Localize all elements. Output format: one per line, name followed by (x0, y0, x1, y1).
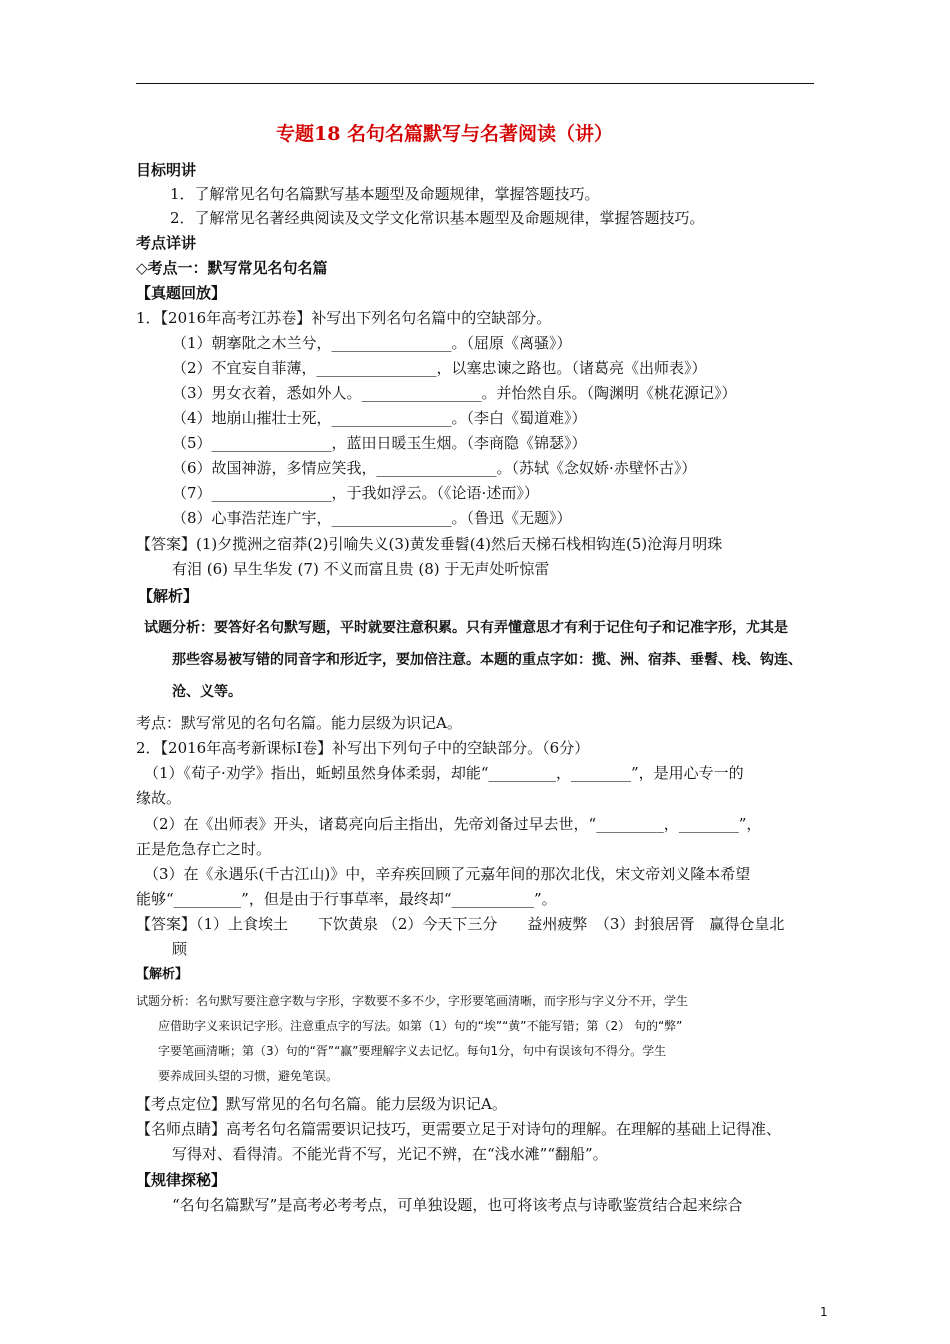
question-line: （1）《荀子·劝学》指出，蚯蚓虽然身体柔弱，却能“_________，________”，是用心专一的 (144, 764, 744, 782)
section-heading: 考点详讲 (136, 234, 197, 252)
goal-item: 2．了解常见名著经典阅读及文学文化常识基本题型及命题规律，掌握答题技巧。 (170, 209, 705, 227)
page-number: 1 (820, 1305, 828, 1319)
question-item: （3）男女衣着，悉如外人。________________。并怡然自乐。（陶渊明《桃花源记》） (172, 384, 737, 402)
question-item: （7）________________，于我如浮云。（《论语·述而》） (172, 484, 539, 502)
question-item: （6）故国神游，多情应笑我，________________。（苏轼《念奴娇·赤壁怀古》） (172, 459, 697, 477)
analysis-text: 试题分析：要答好名句默写题，平时就要注意积累。只有弄懂意思才有利于记住句子和记准字形，尤其是 (144, 620, 788, 636)
analysis-text: 要养成回头望的习惯，避免笔误。 (158, 1069, 339, 1083)
answer-text: 有泪 (6) 早生华发 (7) 不义而富且贵 (8) 于无声处听惊雷 (172, 560, 550, 578)
question-item: （5）________________，蓝田日暖玉生烟。（李商隐《锦瑟》） (172, 434, 587, 452)
question-stem: 2．【2016年高考新课标Ⅰ卷】补写出下列句子中的空缺部分。（6分） (136, 739, 590, 757)
point-heading: ◇考点一：默写常见名句名篇 (136, 259, 328, 277)
analysis-heading: 【解析】 (138, 587, 199, 605)
goals-heading: 目标明讲 (136, 161, 197, 179)
goal-item: 1．了解常见名句名篇默写基本题型及命题规律，掌握答题技巧。 (170, 185, 600, 203)
analysis-text: 应借助字义来识记字形。注意重点字的写法。如第（1）句的“埃”“黄”不能写错；第（2） 句的“弊” (158, 1019, 683, 1033)
mingshi-dianjing: 【名师点睛】高考名句名篇需要识记技巧，更需要立足于对诗句的理解。在理解的基础上记得准、 (136, 1120, 782, 1138)
question-item: （2）不宜妄自菲薄，________________，以塞忠谏之路也。（诸葛亮《出师表》） (172, 359, 707, 377)
answer-text: 【答案】（1）上食埃土 下饮黄泉 （2）今天下三分 益州疲弊 （3）封狼居胥 赢得仓皇北 (136, 915, 785, 933)
question-stem: 1．【2016年高考江苏卷】补写出下列名句名篇中的空缺部分。 (136, 309, 552, 327)
zhenti-heading: 【真题回放】 (136, 284, 227, 302)
guilv-heading: 【规律探秘】 (136, 1171, 227, 1189)
header-rule (136, 83, 814, 84)
question-line: 缘故。 (136, 789, 182, 807)
question-line: （3）在《永遇乐(千古江山)》中，辛弃疾回顾了元嘉年间的那次北伐，宋文帝刘义隆本希望 (144, 865, 751, 883)
page-title: 专题18 名句名篇默写与名著阅读（讲） (276, 123, 614, 145)
kaodian-dingwei: 【考点定位】默写常见的名句名篇。能力层级为识记A。 (136, 1095, 507, 1113)
answer-text: 顾 (172, 940, 188, 958)
question-line: 能够“_________”，但是由于行事草率，最终却“___________”。 (136, 890, 557, 908)
analysis-text: 沧、义等。 (172, 684, 242, 700)
kaodian-text: 考点：默写常见的名句名篇。能力层级为识记A。 (136, 714, 462, 732)
answer-text: 【答案】(1)夕揽洲之宿莽(2)引喻失义(3)黄发垂髫(4)然后天梯石栈相钩连(5)沧海月明珠 (136, 535, 723, 553)
analysis-text: 字要笔画清晰；第（3）句的“胥”“赢”要理解字义去记忆。每句1分，句中有误该句不得分。学生 (158, 1044, 667, 1058)
question-item: （1）朝搴阰之木兰兮，________________。（屈原《离骚》） (172, 334, 572, 352)
question-line: 正是危急存亡之时。 (136, 840, 272, 858)
analysis-text: 试题分析：名句默写要注意字数与字形，字数要不多不少，字形要笔画清晰，而字形与字义分不开，学生 (136, 994, 689, 1008)
analysis-heading: 【解析】 (136, 967, 189, 982)
question-line: （2）在《出师表》开头，诸葛亮向后主指出，先帝刘备过早去世，“_________，________”， (144, 815, 762, 833)
guilv-text: “名句名篇默写”是高考必考考点，可单独设题，也可将该考点与诗歌鉴赏结合起来综合 (172, 1196, 743, 1214)
question-item: （8）心事浩茫连广宇，________________。（鲁迅《无题》） (172, 509, 572, 527)
question-item: （4）地崩山摧壮士死，________________。（李白《蜀道难》） (172, 409, 587, 427)
analysis-text: 那些容易被写错的同音字和形近字，要加倍注意。本题的重点字如：揽、洲、宿莽、垂髫、栈、钩连、 (172, 652, 802, 668)
mingshi-dianjing: 写得对、看得清。不能光背不写，光记不辨，在“浅水滩”“翻船”。 (172, 1145, 608, 1163)
